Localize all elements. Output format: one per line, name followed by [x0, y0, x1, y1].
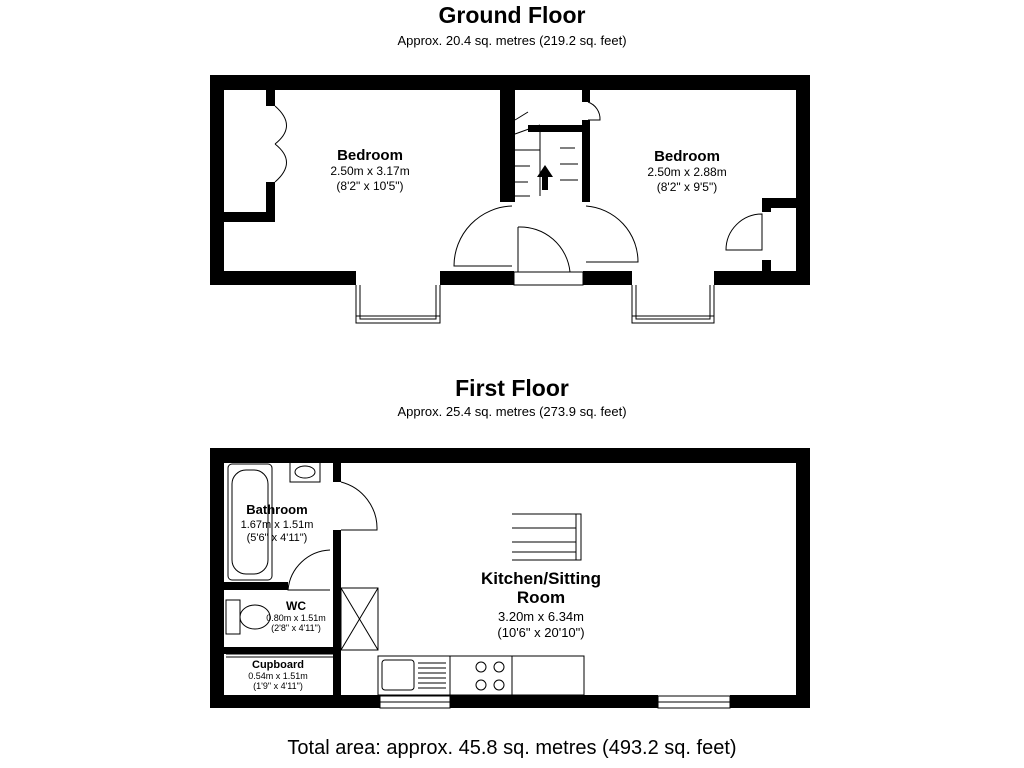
cupboard-imperial: (1'9" x 4'11"): [253, 681, 303, 691]
front-door-threshold: [514, 272, 583, 285]
kitchen-sink: [382, 660, 414, 690]
wardrobe-wall-top: [266, 88, 275, 106]
first-top-wall: [210, 448, 810, 463]
cupboard-wall-side-low: [762, 260, 771, 274]
bathroom-dims: 1.67m x 1.51m: [240, 519, 314, 531]
ground-right-wall: [796, 75, 810, 285]
right-bedroom-door-swing: [586, 206, 638, 262]
kitchen-name-line2: Room: [516, 588, 566, 607]
ground-bottom-wall-seg2: [440, 271, 514, 285]
front-door-swing: [518, 227, 570, 272]
first-right-wall: [796, 448, 810, 708]
ground-left-wall: [210, 75, 224, 285]
left-bedroom-door-swing: [454, 206, 512, 266]
bath-wc-wall: [224, 582, 288, 590]
bedroom-1-name: Bedroom: [337, 147, 403, 164]
stair-void: [341, 588, 378, 650]
cupboard-dims: 0.54m x 1.51m: [248, 671, 308, 681]
bedroom-2-imperial: (8'2" x 9'5"): [656, 180, 718, 194]
first-floor-title: First Floor: [455, 375, 569, 401]
stair-right-wall-top: [582, 88, 590, 102]
bay-window-left: [356, 285, 440, 323]
bathroom-name: Bathroom: [246, 502, 308, 517]
wardrobe-doors: [275, 106, 287, 182]
cupboard-wall-side: [762, 198, 771, 212]
kitchen-dims: 3.20m x 6.34m: [498, 609, 584, 624]
hob-ring: [476, 662, 486, 672]
bathroom-partition: [333, 530, 341, 698]
cupboard-door-swing: [726, 214, 762, 250]
ground-floor-fixtures: [275, 102, 762, 323]
total-area: Total area: approx. 45.8 sq. metres (493.2 sq. feet): [287, 737, 737, 759]
wardrobe-wall-base: [220, 212, 275, 222]
bay-window-right: [632, 285, 714, 323]
landing-door-swing: [588, 102, 600, 120]
bathroom-partition-top: [333, 460, 341, 482]
wc-toilet: [226, 600, 240, 634]
stair-right-wall: [582, 120, 590, 202]
kitchen-name-line1: Kitchen/Sitting: [481, 569, 601, 588]
bedroom-1-imperial: (8'2" x 10'5"): [336, 179, 404, 193]
wc-door-swing: [288, 550, 330, 590]
kitchen-stairs: [512, 514, 576, 560]
first-bottom-wall-seg3: [730, 695, 810, 708]
cupboard-name: Cupboard: [252, 659, 304, 671]
bedroom-2-name: Bedroom: [654, 148, 720, 165]
bathroom-door-swing: [341, 482, 377, 530]
ground-bottom-wall-seg1: [210, 271, 356, 285]
stair-up-arrow-icon: [537, 165, 553, 190]
ground-top-wall: [210, 75, 810, 90]
wc-name: WC: [286, 599, 306, 613]
wc-dims: 0.80m x 1.51m: [266, 613, 326, 623]
wc-imperial: (2'8" x 4'11"): [271, 623, 321, 633]
first-floor-area: Approx. 25.4 sq. metres (273.9 sq. feet): [397, 404, 627, 419]
wc-cupboard-wall: [224, 647, 336, 654]
first-bottom-wall-seg1: [210, 695, 380, 708]
kitchen-imperial: (10'6" x 20'10"): [497, 625, 585, 640]
stair-treads: [515, 112, 540, 196]
ground-bottom-wall-seg3: [583, 271, 632, 285]
ground-floor-plan: [210, 75, 810, 285]
first-bottom-wall-seg2: [450, 695, 658, 708]
first-left-wall: [210, 448, 224, 708]
stair-left-wall: [500, 88, 515, 202]
ground-floor-area: Approx. 20.4 sq. metres (219.2 sq. feet): [397, 33, 627, 48]
bathroom-imperial: (5'6" x 4'11"): [246, 532, 308, 544]
bedroom-2-dims: 2.50m x 2.88m: [647, 165, 727, 179]
ground-floor-labels: [330, 147, 726, 194]
bedroom-1-dims: 2.50m x 3.17m: [330, 164, 410, 178]
ground-floor-title: Ground Floor: [438, 2, 586, 28]
